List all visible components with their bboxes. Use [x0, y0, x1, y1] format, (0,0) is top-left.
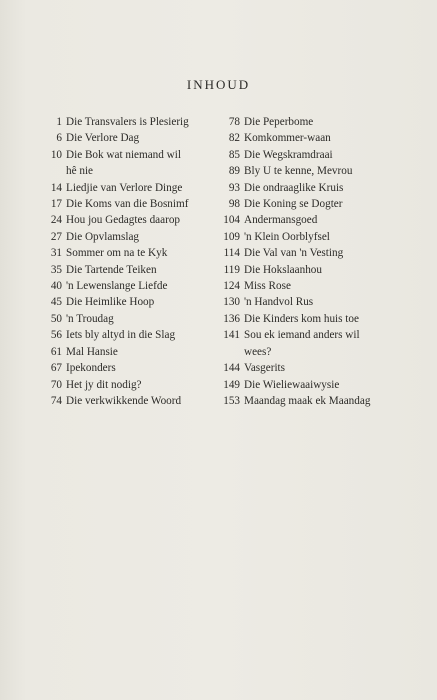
entry-title: Maandag maak ek Maandag	[244, 394, 371, 407]
contents-entry	[212, 180, 392, 196]
entry-title: Die Transvalers is Plesierig	[66, 116, 189, 128]
contents-entry	[212, 360, 392, 376]
contents-entry	[212, 294, 392, 310]
entry-title: Die Tartende Teiken	[66, 263, 157, 276]
entry-title: Die Bok wat niemand wil	[66, 148, 181, 161]
entry-page-number: 1	[56, 116, 62, 128]
entry-title: Vasgerits	[244, 362, 286, 375]
contents-column-left	[42, 114, 202, 409]
entry-title: Hou jou Gedagtes daarop	[66, 214, 181, 227]
entry-title: 'n Klein Oorblyfsel	[244, 230, 330, 243]
contents-entry	[212, 245, 392, 261]
entry-page-number: 93	[228, 181, 240, 194]
entry-page-number: 141	[223, 329, 240, 342]
contents-entry	[212, 311, 392, 327]
entry-indent	[42, 163, 62, 179]
contents-title: INHOUD	[186, 77, 251, 92]
entry-title: Komkommer-waan	[244, 132, 331, 145]
contents-entry-continuation	[42, 163, 202, 179]
entry-page-number: 40	[50, 280, 62, 293]
entry-page-number: 98	[228, 198, 240, 211]
entry-title-continuation: wees?	[244, 345, 272, 358]
contents-entry	[42, 360, 202, 376]
entry-page-number: 10	[50, 148, 62, 161]
entry-page-number: 6	[56, 132, 62, 145]
contents-entry	[212, 229, 392, 245]
entry-title: Die verkwikkende Woord	[66, 394, 182, 407]
entry-title: 'n Troudag	[66, 312, 114, 325]
entry-page-number: 104	[223, 214, 240, 227]
entry-page-number: 149	[223, 378, 240, 391]
entry-title: Sommer om na te Kyk	[66, 247, 168, 260]
entry-title: Die Koms van die Bosnimf	[66, 198, 189, 211]
contents-entry	[42, 311, 202, 327]
entry-page-number: 17	[50, 198, 62, 211]
entry-page-number: 14	[50, 181, 62, 194]
entry-page-number: 78	[228, 116, 240, 128]
contents-entry	[42, 262, 202, 278]
entry-title: Die Verlore Dag	[66, 132, 140, 145]
entry-title: 'n Lewenslange Liefde	[66, 280, 168, 293]
entry-page-number: 74	[50, 394, 62, 407]
entry-title: Die Wieliewaaiwysie	[244, 378, 340, 391]
contents-entry	[212, 262, 392, 278]
entry-page-number: 89	[228, 165, 240, 178]
contents-entry	[42, 147, 202, 163]
contents-entry	[42, 245, 202, 261]
contents-entry	[42, 377, 202, 393]
contents-entry	[212, 114, 392, 130]
entry-title: Die Wegskramdraai	[244, 148, 333, 161]
entry-page-number: 82	[228, 132, 240, 145]
contents-entry	[42, 294, 202, 310]
contents-entry	[42, 393, 202, 409]
entry-title: Die Opvlamslag	[66, 230, 140, 243]
entry-title: Ipekonders	[66, 362, 116, 375]
entry-title: Die Peperbome	[244, 116, 314, 128]
entry-page-number: 70	[50, 378, 62, 391]
entry-page-number: 24	[50, 214, 62, 227]
entry-page-number: 130	[223, 296, 240, 309]
entry-page-number: 124	[223, 280, 240, 293]
entry-title: Die Heimlike Hoop	[66, 296, 155, 309]
entry-page-number: 109	[223, 230, 240, 243]
contents-entry	[212, 327, 392, 343]
entry-title: Liedjie van Verlore Dinge	[66, 181, 183, 194]
entry-page-number: 114	[223, 247, 240, 260]
entry-page-number: 45	[50, 296, 62, 309]
contents-entry	[212, 212, 392, 228]
entry-title: Sou ek iemand anders wil	[244, 329, 360, 342]
entry-title: Die ondraaglike Kruis	[244, 181, 344, 194]
contents-entry	[42, 180, 202, 196]
entry-title: Miss Rose	[244, 280, 291, 293]
entry-page-number: 61	[50, 345, 62, 358]
contents-entry	[212, 196, 392, 212]
entry-title: Andermansgoed	[244, 214, 318, 227]
entry-page-number: 50	[50, 312, 62, 325]
contents-entry	[212, 163, 392, 179]
contents-entry	[212, 278, 392, 294]
contents-entry	[212, 393, 392, 409]
entry-page-number: 136	[223, 312, 240, 325]
contents-entry	[42, 327, 202, 343]
entry-title: Mal Hansie	[66, 345, 118, 358]
contents-entry	[42, 229, 202, 245]
contents-entry	[42, 278, 202, 294]
contents-column-right	[212, 114, 392, 409]
entry-title: 'n Handvol Rus	[244, 296, 314, 309]
entry-page-number: 119	[223, 263, 240, 276]
entry-page-number: 27	[50, 230, 62, 243]
entry-title: Die Val van 'n Vesting	[244, 247, 344, 260]
contents-entry	[212, 377, 392, 393]
entry-page-number: 56	[50, 329, 62, 342]
contents-entry	[42, 130, 202, 146]
contents-entry	[42, 212, 202, 228]
entry-page-number: 144	[223, 362, 240, 375]
entry-title: Bly U te kenne, Mevrou	[244, 165, 353, 178]
contents-entry	[212, 147, 392, 163]
entry-title: Het jy dit nodig?	[66, 378, 142, 391]
entry-page-number: 153	[223, 394, 240, 407]
entry-page-number: 35	[50, 263, 62, 276]
entry-page-number: 31	[50, 247, 62, 260]
contents-entry-continuation	[212, 344, 392, 360]
contents-entry	[42, 344, 202, 360]
entry-title: Die Kinders kom huis toe	[244, 312, 359, 325]
entry-title: Die Hokslaanhou	[244, 263, 322, 276]
entry-title: Die Koning se Dogter	[244, 198, 343, 211]
entry-page-number: 67	[50, 362, 62, 375]
entry-title: Iets bly altyd in die Slag	[66, 329, 176, 342]
entry-title-continuation: hê nie	[66, 165, 94, 178]
contents-entry	[212, 130, 392, 146]
contents-entry	[42, 114, 202, 130]
contents-entry	[42, 196, 202, 212]
entry-page-number: 85	[228, 148, 240, 161]
entry-indent	[212, 344, 240, 360]
